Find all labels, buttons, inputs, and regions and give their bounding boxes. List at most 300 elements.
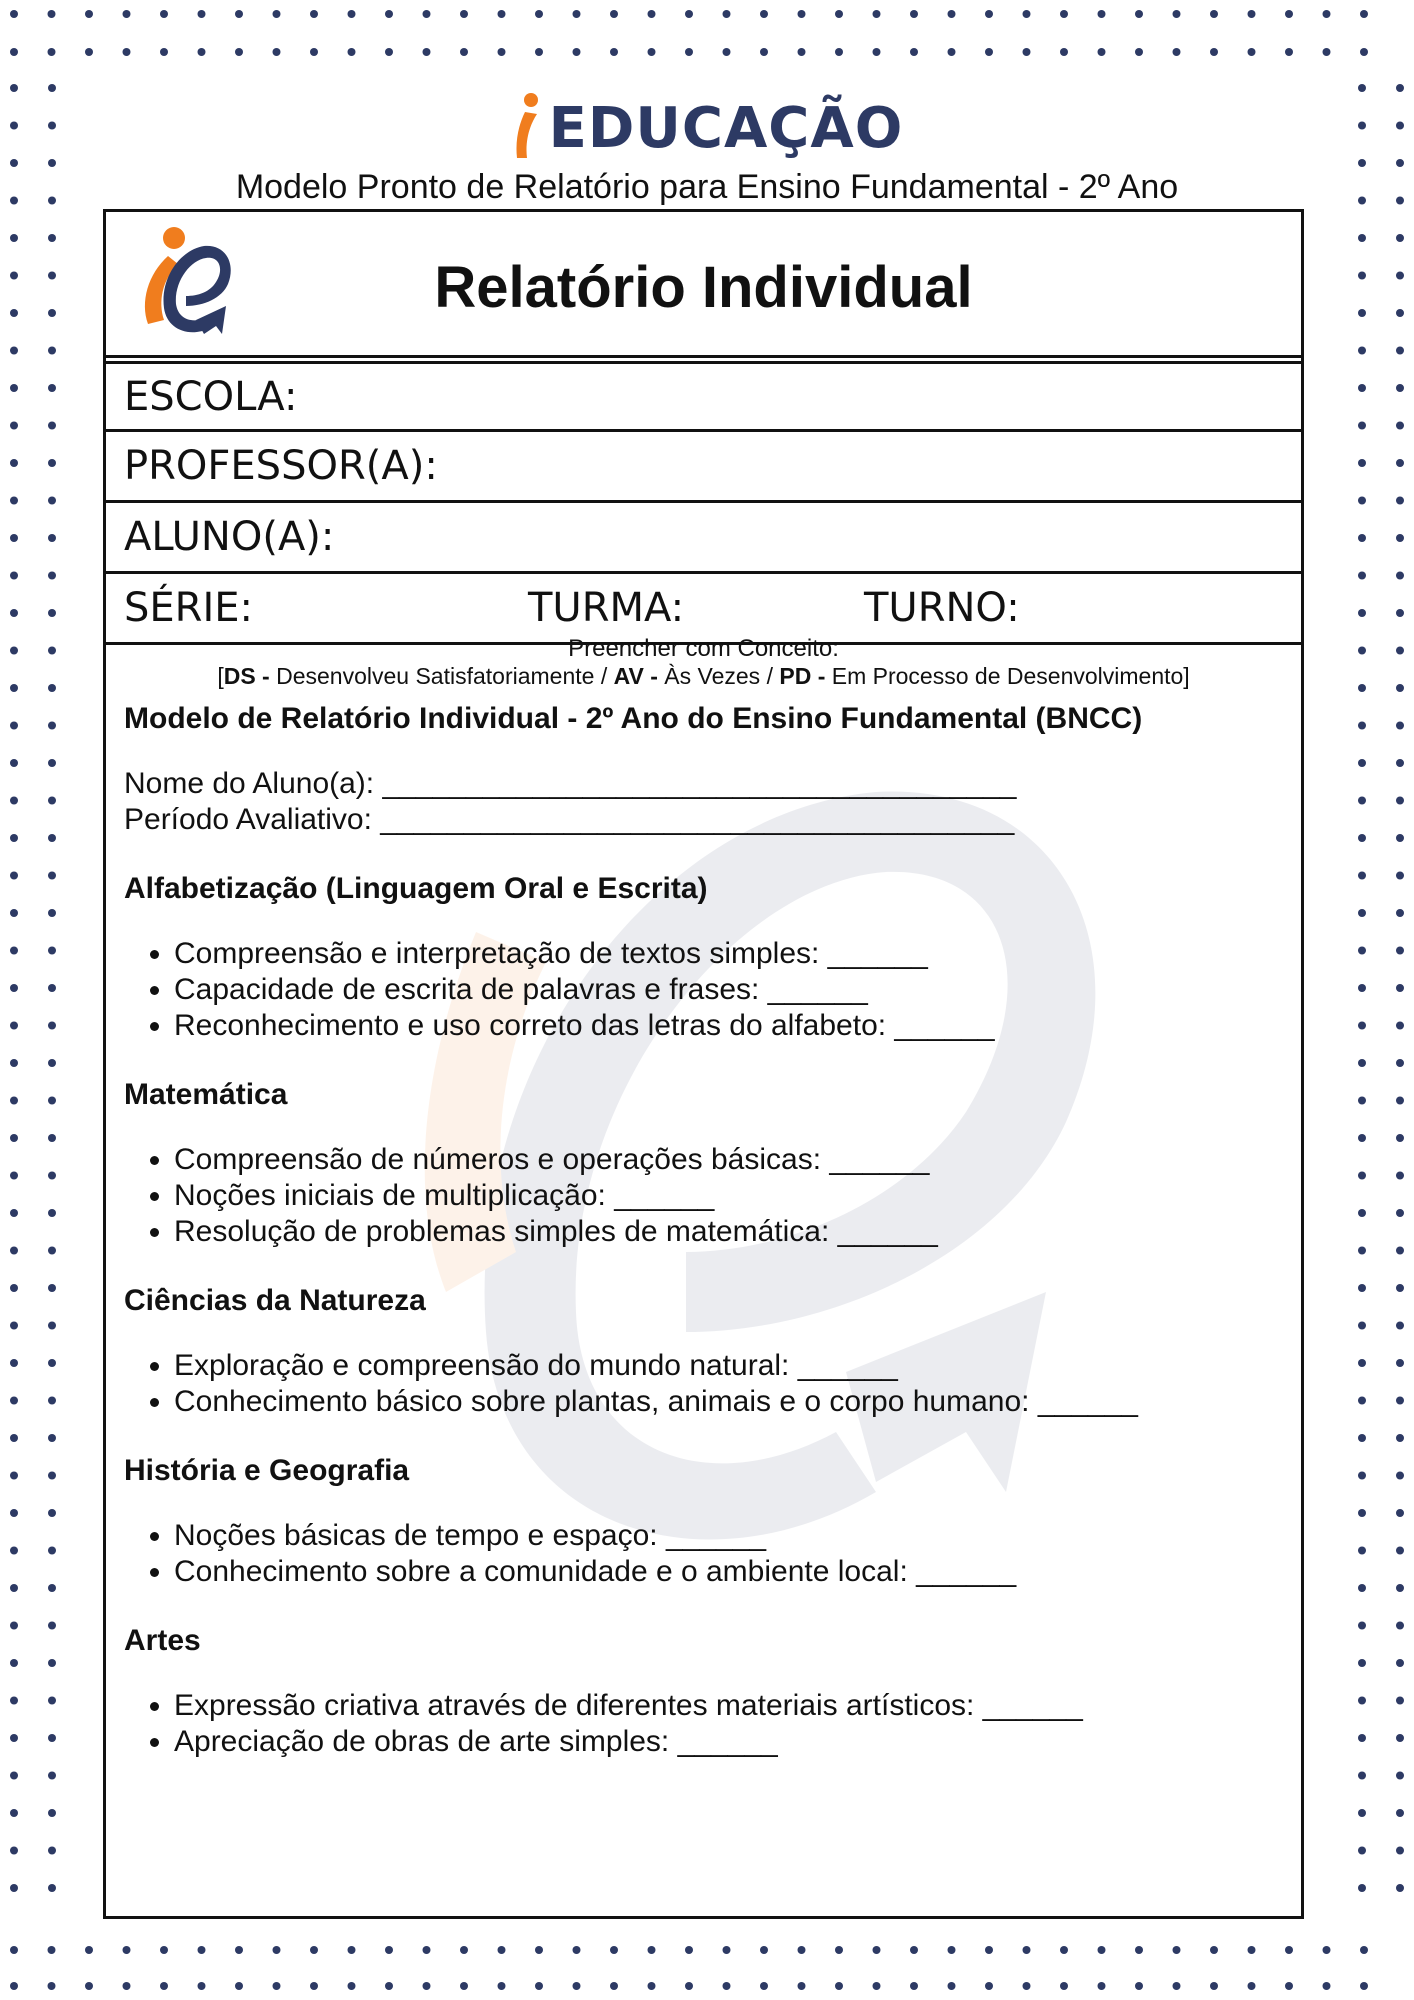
- border-dot: [348, 48, 356, 56]
- border-dot: [1360, 1946, 1368, 1954]
- border-dot: [1360, 1982, 1368, 1990]
- border-dot: [1396, 1809, 1404, 1817]
- border-dot: [1358, 722, 1366, 730]
- border-dot: [10, 1322, 18, 1330]
- border-dot: [498, 48, 506, 56]
- border-dot: [48, 1097, 56, 1105]
- border-dot: [1358, 984, 1366, 992]
- border-dot: [1358, 309, 1366, 317]
- border-dot: [1210, 10, 1218, 18]
- border-dot: [10, 1134, 18, 1142]
- border-dot: [10, 1584, 18, 1592]
- border-dot: [948, 10, 956, 18]
- border-dot: [873, 1982, 881, 1990]
- border-dot: [685, 10, 693, 18]
- list-item: • Apreciação de obras de arte simples: ______: [174, 1724, 1301, 1760]
- border-dot: [310, 1946, 318, 1954]
- border-dot: [160, 48, 168, 56]
- list-item: • Compreensão de números e operações básicas: ______: [174, 1142, 1301, 1178]
- border-dot: [10, 1622, 18, 1630]
- legend-close: ]: [1183, 663, 1190, 689]
- border-dot: [1358, 1097, 1366, 1105]
- border-dot: [273, 1982, 281, 1990]
- border-dot: [1060, 10, 1068, 18]
- border-dot: [1358, 347, 1366, 355]
- border-dot: [198, 1982, 206, 1990]
- border-dot: [48, 1982, 56, 1990]
- border-dot: [1396, 384, 1404, 392]
- border-dot: [48, 1472, 56, 1480]
- border-dot: [10, 797, 18, 805]
- border-dot: [273, 48, 281, 56]
- border-dot: [385, 1982, 393, 1990]
- border-dot: [498, 1982, 506, 1990]
- border-dot: [1358, 1547, 1366, 1555]
- border-dot: [235, 48, 243, 56]
- section-title: Artes: [124, 1624, 201, 1657]
- border-dot: [1098, 1982, 1106, 1990]
- border-dot: [1358, 272, 1366, 280]
- section-title: Alfabetização (Linguagem Oral e Escrita): [124, 872, 708, 905]
- border-dot: [48, 947, 56, 955]
- border-dot: [1396, 1847, 1404, 1855]
- aluno-label: ALUNO(A):: [124, 514, 335, 560]
- border-dot: [1396, 234, 1404, 242]
- border-dot: [1358, 1134, 1366, 1142]
- border-dot: [1358, 459, 1366, 467]
- border-dot: [48, 722, 56, 730]
- legend-pd-code: PD -: [779, 663, 826, 689]
- border-dot: [48, 797, 56, 805]
- border-dot: [48, 1809, 56, 1817]
- border-dot: [1358, 1434, 1366, 1442]
- border-dot: [1358, 1584, 1366, 1592]
- border-dot: [10, 1097, 18, 1105]
- border-dot: [1358, 1059, 1366, 1067]
- border-dot: [1396, 609, 1404, 617]
- border-dot: [10, 1247, 18, 1255]
- border-dot: [760, 1946, 768, 1954]
- border-dot: [1358, 909, 1366, 917]
- border-dot: [1396, 1059, 1404, 1067]
- border-dot: [1396, 1359, 1404, 1367]
- border-dot: [48, 384, 56, 392]
- border-dot: [1023, 48, 1031, 56]
- border-dot: [10, 609, 18, 617]
- border-dot: [610, 48, 618, 56]
- border-dot: [48, 834, 56, 842]
- border-dot: [1135, 1982, 1143, 1990]
- border-dot: [1098, 48, 1106, 56]
- border-dot: [1358, 1509, 1366, 1517]
- report-body: [106, 636, 1301, 1760]
- list-item: • Exploração e compreensão do mundo natural: ______: [174, 1348, 1301, 1384]
- border-dot: [85, 1982, 93, 1990]
- border-dot: [1396, 1172, 1404, 1180]
- border-dot: [1358, 572, 1366, 580]
- border-dot: [1396, 309, 1404, 317]
- border-dot: [1323, 1982, 1331, 1990]
- border-dot: [10, 872, 18, 880]
- border-dot: [385, 48, 393, 56]
- border-dot: [1023, 1946, 1031, 1954]
- border-dot: [873, 1946, 881, 1954]
- border-dot: [423, 1946, 431, 1954]
- border-dot: [423, 10, 431, 18]
- border-dot: [1358, 422, 1366, 430]
- border-dot: [1358, 1397, 1366, 1405]
- border-dot: [10, 1982, 18, 1990]
- border-dot: [723, 1946, 731, 1954]
- border-dot: [1248, 1946, 1256, 1954]
- border-dot: [85, 10, 93, 18]
- border-dot: [1396, 1584, 1404, 1592]
- border-dot: [948, 1982, 956, 1990]
- border-dot: [48, 1172, 56, 1180]
- border-dot: [1060, 48, 1068, 56]
- border-dot: [10, 1946, 18, 1954]
- border-dot: [1396, 572, 1404, 580]
- border-dot: [1396, 1209, 1404, 1217]
- border-dot: [760, 10, 768, 18]
- border-dot: [1358, 1884, 1366, 1892]
- border-dot: [198, 1946, 206, 1954]
- student-info: [124, 766, 1301, 838]
- border-dot: [1396, 1734, 1404, 1742]
- border-dot: [1098, 1946, 1106, 1954]
- border-dot: [835, 1946, 843, 1954]
- border-dot: [1358, 872, 1366, 880]
- border-dot: [460, 48, 468, 56]
- border-dot: [48, 534, 56, 542]
- border-dot: [535, 1982, 543, 1990]
- border-dot: [1210, 1982, 1218, 1990]
- border-dot: [760, 48, 768, 56]
- border-dot: [460, 10, 468, 18]
- list-item: • Conhecimento sobre a comunidade e o ambiente local: ______: [174, 1554, 1301, 1590]
- brand-logo-icon: [511, 92, 545, 164]
- border-dot: [1358, 797, 1366, 805]
- border-dot: [48, 497, 56, 505]
- border-dot: [1358, 947, 1366, 955]
- border-dot: [423, 1982, 431, 1990]
- border-dot: [273, 10, 281, 18]
- border-dot: [10, 48, 18, 56]
- border-dot: [1396, 872, 1404, 880]
- border-dot: [1396, 534, 1404, 542]
- border-dot: [1396, 1322, 1404, 1330]
- border-dot: [535, 48, 543, 56]
- report-sheet: [103, 209, 1304, 1919]
- border-dot: [1396, 834, 1404, 842]
- border-dot: [10, 1697, 18, 1705]
- border-dot: [985, 10, 993, 18]
- border-dot: [1358, 1322, 1366, 1330]
- border-dot: [1173, 10, 1181, 18]
- section-title: Ciências da Natureza: [124, 1284, 426, 1317]
- border-dot: [10, 1734, 18, 1742]
- border-dot: [910, 10, 918, 18]
- border-dot: [498, 10, 506, 18]
- border-dot: [1358, 1809, 1366, 1817]
- border-dot: [10, 347, 18, 355]
- border-dot: [573, 1946, 581, 1954]
- border-dot: [48, 48, 56, 56]
- border-dot: [1396, 722, 1404, 730]
- border-dot: [48, 1697, 56, 1705]
- section-title: Matemática: [124, 1078, 288, 1111]
- border-dot: [648, 48, 656, 56]
- border-dot: [48, 909, 56, 917]
- border-dot: [160, 10, 168, 18]
- border-dot: [1358, 534, 1366, 542]
- border-dot: [198, 10, 206, 18]
- border-dot: [1098, 10, 1106, 18]
- border-dot: [910, 1946, 918, 1954]
- border-dot: [48, 272, 56, 280]
- border-dot: [1285, 10, 1293, 18]
- border-dot: [1358, 1284, 1366, 1292]
- border-dot: [48, 684, 56, 692]
- border-dot: [48, 1359, 56, 1367]
- list-item: • Resolução de problemas simples de matemática: ______: [174, 1214, 1301, 1250]
- border-dot: [48, 984, 56, 992]
- border-dot: [385, 10, 393, 18]
- border-dot: [1173, 1946, 1181, 1954]
- border-dot: [1358, 1022, 1366, 1030]
- border-dot: [10, 984, 18, 992]
- border-dot: [10, 84, 18, 92]
- border-dot: [910, 48, 918, 56]
- legend-ds-text: Desenvolveu Satisfatoriamente /: [269, 663, 614, 689]
- border-dot: [1396, 1659, 1404, 1667]
- border-dot: [1396, 497, 1404, 505]
- legend-title: Preencher com Conceito:: [568, 635, 839, 662]
- border-dot: [1396, 272, 1404, 280]
- border-dot: [310, 10, 318, 18]
- border-dot: [610, 1982, 618, 1990]
- report-title: Relatório Individual: [434, 255, 973, 320]
- list-item: • Reconhecimento e uso correto das letras do alfabeto: ______: [174, 1008, 1301, 1044]
- border-dot: [48, 422, 56, 430]
- border-dot: [985, 48, 993, 56]
- border-dot: [10, 384, 18, 392]
- border-dot: [910, 1982, 918, 1990]
- border-dot: [1135, 10, 1143, 18]
- border-dot: [1285, 48, 1293, 56]
- legend-av-text: Às Vezes /: [657, 663, 780, 689]
- border-dot: [10, 572, 18, 580]
- border-dot: [723, 1982, 731, 1990]
- border-dot: [1173, 48, 1181, 56]
- border-dot: [1396, 909, 1404, 917]
- border-dot: [10, 1547, 18, 1555]
- border-dot: [48, 572, 56, 580]
- border-dot: [1396, 1884, 1404, 1892]
- serie-label: SÉRIE:: [124, 585, 254, 631]
- border-dot: [10, 1847, 18, 1855]
- border-dot: [1396, 1284, 1404, 1292]
- border-dot: [985, 1946, 993, 1954]
- border-dot: [10, 684, 18, 692]
- list-item: • Compreensão e interpretação de textos simples: ______: [174, 936, 1301, 972]
- border-dot: [1135, 48, 1143, 56]
- border-dot: [1358, 1847, 1366, 1855]
- border-dot: [10, 834, 18, 842]
- border-dot: [48, 234, 56, 242]
- border-dot: [1396, 1022, 1404, 1030]
- border-dot: [48, 872, 56, 880]
- border-dot: [1396, 984, 1404, 992]
- border-dot: [48, 759, 56, 767]
- border-dot: [48, 1509, 56, 1517]
- border-dot: [48, 1059, 56, 1067]
- border-dot: [1210, 1946, 1218, 1954]
- border-dot: [1323, 1946, 1331, 1954]
- escola-field: [106, 361, 1301, 432]
- border-dot: [160, 1982, 168, 1990]
- border-dot: [1396, 1247, 1404, 1255]
- legend-av-code: AV -: [613, 663, 658, 689]
- section-list: [106, 1142, 1301, 1250]
- border-dot: [1396, 347, 1404, 355]
- legend-open: [: [217, 663, 224, 689]
- list-item: • Expressão criativa através de diferentes materiais artísticos: ______: [174, 1688, 1301, 1724]
- border-dot: [1360, 10, 1368, 18]
- border-dot: [10, 909, 18, 917]
- border-dot: [123, 48, 131, 56]
- border-dot: [10, 759, 18, 767]
- border-dot: [10, 1172, 18, 1180]
- border-dot: [1396, 1134, 1404, 1142]
- border-dot: [48, 1847, 56, 1855]
- border-dot: [835, 10, 843, 18]
- brand-name: EDUCAÇÃO: [548, 95, 904, 161]
- aluno-field: [106, 503, 1301, 574]
- border-dot: [1396, 759, 1404, 767]
- border-dot: [1358, 384, 1366, 392]
- border-dot: [573, 1982, 581, 1990]
- border-dot: [310, 48, 318, 56]
- border-dot: [48, 1134, 56, 1142]
- border-dot: [123, 1946, 131, 1954]
- border-dot: [48, 459, 56, 467]
- border-dot: [10, 722, 18, 730]
- border-dot: [10, 1284, 18, 1292]
- border-dot: [48, 1434, 56, 1442]
- border-dot: [498, 1946, 506, 1954]
- border-dot: [348, 1982, 356, 1990]
- border-dot: [1396, 84, 1404, 92]
- border-dot: [10, 1809, 18, 1817]
- border-dot: [10, 1659, 18, 1667]
- border-dot: [1210, 48, 1218, 56]
- border-dot: [1396, 459, 1404, 467]
- border-dot: [48, 1547, 56, 1555]
- border-dot: [10, 534, 18, 542]
- border-dot: [123, 1982, 131, 1990]
- border-dot: [610, 10, 618, 18]
- border-dot: [685, 1982, 693, 1990]
- border-dot: [1396, 422, 1404, 430]
- border-dot: [1358, 1472, 1366, 1480]
- border-dot: [48, 1584, 56, 1592]
- border-dot: [723, 10, 731, 18]
- border-dot: [10, 1022, 18, 1030]
- border-dot: [685, 1946, 693, 1954]
- border-dot: [1396, 1472, 1404, 1480]
- border-dot: [1360, 48, 1368, 56]
- border-dot: [723, 48, 731, 56]
- border-dot: [1396, 647, 1404, 655]
- border-dot: [1358, 1359, 1366, 1367]
- border-dot: [535, 1946, 543, 1954]
- list-item: • Noções iniciais de multiplicação: ______: [174, 1178, 1301, 1214]
- border-dot: [1248, 1982, 1256, 1990]
- escola-label: ESCOLA:: [124, 373, 298, 420]
- border-dot: [1358, 1697, 1366, 1705]
- border-dot: [348, 10, 356, 18]
- border-dot: [48, 1397, 56, 1405]
- border-dot: [10, 234, 18, 242]
- border-dot: [1396, 1434, 1404, 1442]
- border-dot: [798, 1982, 806, 1990]
- border-dot: [648, 1946, 656, 1954]
- border-dot: [1358, 759, 1366, 767]
- border-dot: [1358, 684, 1366, 692]
- border-dot: [798, 10, 806, 18]
- brand-header: [0, 92, 1414, 164]
- section-list: [106, 1348, 1301, 1420]
- border-dot: [348, 1946, 356, 1954]
- border-dot: [1396, 1097, 1404, 1105]
- border-dot: [48, 1659, 56, 1667]
- section-list: [106, 1688, 1301, 1760]
- list-item: • Conhecimento básico sobre plantas, animais e o corpo humano: ______: [174, 1384, 1301, 1420]
- border-dot: [1023, 1982, 1031, 1990]
- border-dot: [1358, 609, 1366, 617]
- border-dot: [48, 309, 56, 317]
- report-header: [106, 212, 1301, 358]
- border-dot: [48, 1734, 56, 1742]
- legend-ds-code: DS -: [223, 663, 270, 689]
- section-list: [106, 1518, 1301, 1590]
- border-dot: [1396, 947, 1404, 955]
- border-dot: [1248, 48, 1256, 56]
- border-dot: [873, 10, 881, 18]
- border-dot: [1396, 1622, 1404, 1630]
- border-dot: [573, 10, 581, 18]
- border-dot: [85, 1946, 93, 1954]
- border-dot: [1060, 1946, 1068, 1954]
- border-dot: [460, 1946, 468, 1954]
- border-dot: [48, 1022, 56, 1030]
- border-dot: [10, 1359, 18, 1367]
- border-dot: [10, 1434, 18, 1442]
- border-dot: [235, 1982, 243, 1990]
- border-dot: [1396, 1547, 1404, 1555]
- border-dot: [985, 1982, 993, 1990]
- border-dot: [610, 1946, 618, 1954]
- border-dot: [948, 48, 956, 56]
- border-dot: [1323, 48, 1331, 56]
- border-dot: [10, 10, 18, 18]
- student-name-line: Nome do Aluno(a): ______________________________________: [124, 767, 1017, 800]
- border-dot: [235, 10, 243, 18]
- professor-label: PROFESSOR(A):: [124, 443, 438, 489]
- border-dot: [798, 1946, 806, 1954]
- border-dot: [48, 347, 56, 355]
